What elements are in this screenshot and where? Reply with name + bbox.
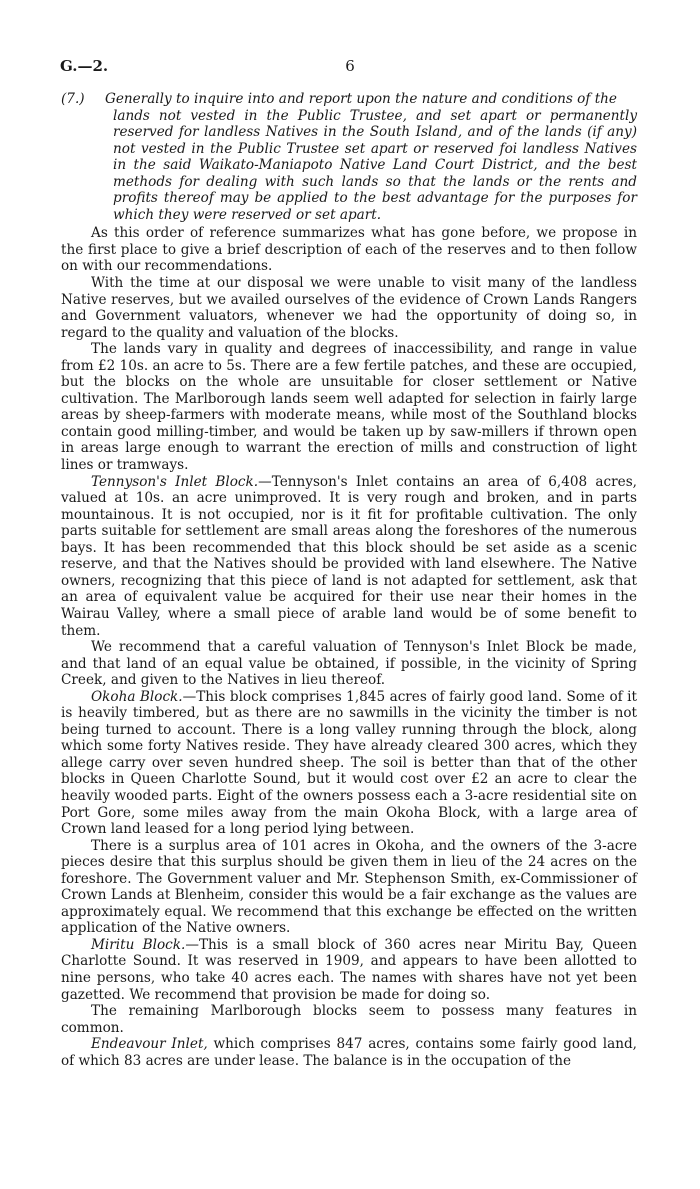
paragraph [61,1003,637,1036]
paragraph-text: We recommend that a careful valuation of Tennyson's Inlet Block be made, and that land of an equal value be obtained, if possible, in the vicinity of Spring Creek, and given to the Natives in lieu thereof. [61,639,637,689]
paragraph-text: As this order of reference summarizes what has gone before, we propose in the first place to give a brief description of each of the reserves and to then follow on with our recommendations. [61,225,637,275]
paragraph-miritu [61,937,637,1003]
page-number: 6 [345,57,355,75]
paragraph [61,639,637,689]
document-reference: G.—2. [60,57,109,75]
paragraph [61,225,637,275]
paragraph-text: The remaining Marlborough blocks seem to possess many features in common. [61,1003,637,1036]
paragraph-text: which comprises 847 acres, contains some fairly good land, of which 83 acres are under lease. The balance is in the occupation of the [61,1036,637,1069]
paragraph [61,341,637,473]
section-heading: Miritu Block. [91,936,186,953]
order-clause [61,91,637,223]
page-header [60,57,640,79]
paragraph [61,275,637,341]
paragraph-text: With the time at our disposal we were unable to visit many of the landless Native reserves, but we availed ourselves of the evidence of Crown Lands Rangers and Government valuators, whenever we had the opportunity of doing so, in regard to the quality and valuation of the blocks. [61,275,637,341]
paragraph-endeavour-inlet [61,1036,637,1069]
paragraph-okoha [61,689,637,838]
paragraph [61,838,637,937]
clause-text: lands not vested in the Public Trustee, and set apart or permanently reserved for landless Natives in the South Island, and of the lands (if any) not vested in the Public Trustee set apart or reserved foi landless Natives in the said Waikato-Maniapoto Native Land Court District, and the best methods for dealing with such lands so that the lands or the rents and profits thereof may be applied to the best advantage for the purposes for which they were reserved or set apart. [113,107,637,223]
paragraph-text: —Tennyson's Inlet contains an area of 6,408 acres, valued at 10s. an acre unimproved. It is very rough and broken, and in parts mountainous. It is not occupied, nor is it fit for profitable cultivation. The only parts suitable for settlement are small areas along the foreshores of the numerous bays. It has been recommended that this block should be set aside as a scenic reserve, and that the Natives should be provided with land elsewhere. The Native owners, recognizing that this piece of land is not adapted for settlement, ask that an area of equivalent value be acquired for their use near their homes in the Wairau Valley, where a small piece of arable land would be of some benefit to them. [61,473,637,639]
section-heading: Okoha Block. [91,688,183,705]
page-body [61,91,637,1069]
paragraph-text: —This is a small block of 360 acres near Miritu Bay, Queen Charlotte Sound. It was reserved in 1909, and appears to have been allotted to nine persons, who take 40 acres each. The names with shares have not yet been gazetted. We recommend that provision be made for doing so. [61,936,637,1003]
clause-first-line: Generally to inquire into and report upon the nature and conditions of the [105,91,617,107]
section-heading: Tennyson's Inlet Block. [91,473,259,490]
paragraph-text: The lands vary in quality and degrees of inaccessibility, and range in value from £2 10s. an acre to 5s. There are a few fertile patches, and these are occupied, but the blocks on the whole are unsuitable for closer settlement or Native cultivation. The Marlborough lands seem well adapted for selection in fairly large areas by sheep-farmers with moderate means, while most of the Southland blocks contain good milling-timber, and would be taken up by saw-millers if thrown open in areas large enough to warrant the erection of mills and construction of light lines or tramways. [61,341,637,474]
clause-number: (7.) [61,91,85,107]
paragraph-tennysons-inlet [61,474,637,639]
paragraph-text: —This block comprises 1,845 acres of fairly good land. Some of it is heavily timbered, but as there are no sawmills in the vicinity the timber is not being turned to account. There is a long valley running through the block, along which some forty Natives reside. They have already cleared 300 acres, which they allege carry over seven hundred sheep. The soil is better than that of the other blocks in Queen Charlotte Sound, but it would cost over £2 an acre to clear the heavily wooded parts. Eight of the owners possess each a 3-acre residential site on Port Gore, some miles away from the main Okoha Block, with a large area of Crown land leased for a long period lying between. [61,688,637,838]
section-heading: Endeavour Inlet, [91,1036,208,1053]
paragraph-text: There is a surplus area of 101 acres in Okoha, and the owners of the 3-acre pieces desire that this surplus should be given them in lieu of the 24 acres on the foreshore. The Government valuer and Mr. Stephenson Smith, ex-Commissioner of Crown Lands at Blenheim, consider this would be a fair exchange as the values are approximately equal. We recommend that this exchange be effected on the written application of the Native owners. [61,837,637,937]
